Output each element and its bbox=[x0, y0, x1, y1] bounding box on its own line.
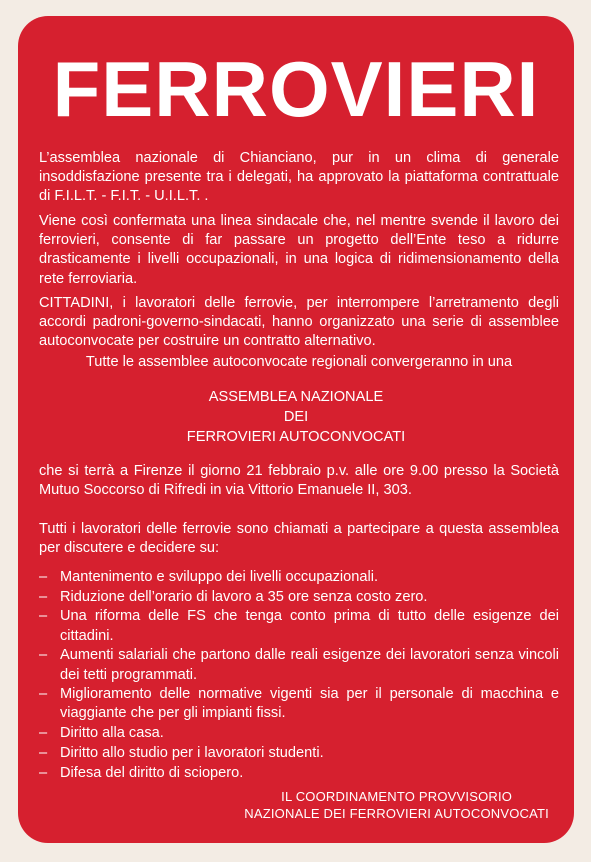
list-item bbox=[39, 568, 559, 587]
signature-line: IL COORDINAMENTO PROVVISORIO bbox=[281, 789, 513, 804]
paragraph-union-line: Viene così confermata una linea sindacale che, nel mentre svende il lavoro dei ferrovieri, consente di far passare un progetto dell’Ente teso a ridurre drasticamente i livelli occupazionali, in una logica di ridimensionamento della rete ferroviaria. bbox=[39, 213, 559, 287]
list-item-text: Difesa del diritto di sciopero. bbox=[60, 764, 244, 781]
list-item-text: Una riforma delle FS che tenga conto prima di tutto delle esigenze dei cittadini. bbox=[60, 608, 559, 644]
paragraph-convergence: Tutte le assemblee autoconvocate regionali convergeranno in una bbox=[85, 354, 513, 370]
list-marker: – bbox=[39, 686, 48, 703]
list-marker: – bbox=[39, 608, 48, 625]
list-marker: – bbox=[39, 569, 48, 585]
signature-line: NAZIONALE DEI FERROVIERI AUTOCONVOCATI bbox=[244, 805, 549, 821]
list-marker: – bbox=[39, 647, 48, 664]
list-item-text: Diritto alla casa. bbox=[60, 725, 164, 742]
assembly-title bbox=[18, 388, 574, 447]
list-item bbox=[39, 685, 559, 723]
paragraph-meeting-details: che si terrà a Firenze il giorno 21 febbraio p.v. alle ore 9.00 presso la Società Mutuo Soccorso di Rifredi in via Vittorio Emanuele II, 303. bbox=[39, 463, 559, 499]
list-item bbox=[39, 646, 559, 684]
list-item bbox=[39, 588, 559, 607]
signature-block bbox=[244, 789, 549, 822]
list-marker: – bbox=[39, 725, 48, 742]
list-item bbox=[39, 724, 559, 743]
assembly-title-line: FERROVIERI AUTOCONVOCATI bbox=[186, 428, 406, 445]
poster bbox=[18, 16, 574, 843]
paragraph-chianciano: L’assemblea nazionale di Chianciano, pur in un clima di generale insoddisfazione presente tra i delegati, ha approvato la piattaforma contrattuale di F.I.L.T. - F.I.T. - U.I.L.T. . bbox=[39, 150, 559, 205]
list-item bbox=[39, 607, 559, 645]
list-marker: – bbox=[39, 588, 48, 605]
list-item-text: Riduzione dell’orario di lavoro a 35 ore senza costo zero. bbox=[60, 588, 428, 605]
list-item bbox=[39, 764, 559, 783]
poster-headline: FERROVIERI bbox=[52, 45, 540, 133]
demands-list bbox=[39, 568, 559, 783]
list-item-text: Diritto allo studio per i lavoratori studenti. bbox=[60, 744, 324, 761]
list-marker: – bbox=[39, 764, 48, 781]
list-item-text: Mantenimento e sviluppo dei livelli occupazionali. bbox=[60, 569, 378, 585]
paragraph-cittadini: CITTADINI, i lavoratori delle ferrovie, per interrompere l’arretramento degli accordi padroni-governo-sindacati, hanno organizzato una serie di assemblee autoconvocate per costruire un contratto alternativo. bbox=[39, 295, 559, 350]
list-item-text: Miglioramento delle normative vigenti sia per il personale di macchina e viaggiante che per gli impianti fissi. bbox=[60, 686, 559, 722]
paragraph-call-to-action: Tutti i lavoratori delle ferrovie sono chiamati a partecipare a questa assemblea per discutere e decidere su: bbox=[39, 521, 559, 557]
list-marker: – bbox=[39, 744, 48, 761]
list-item bbox=[39, 744, 559, 763]
list-item-text: Aumenti salariali che partono dalle reali esigenze dei lavoratori senza vincoli dei tetti programmati. bbox=[60, 647, 559, 683]
assembly-title-line: DEI bbox=[283, 408, 309, 425]
assembly-title-line: ASSEMBLEA NAZIONALE bbox=[208, 389, 384, 405]
